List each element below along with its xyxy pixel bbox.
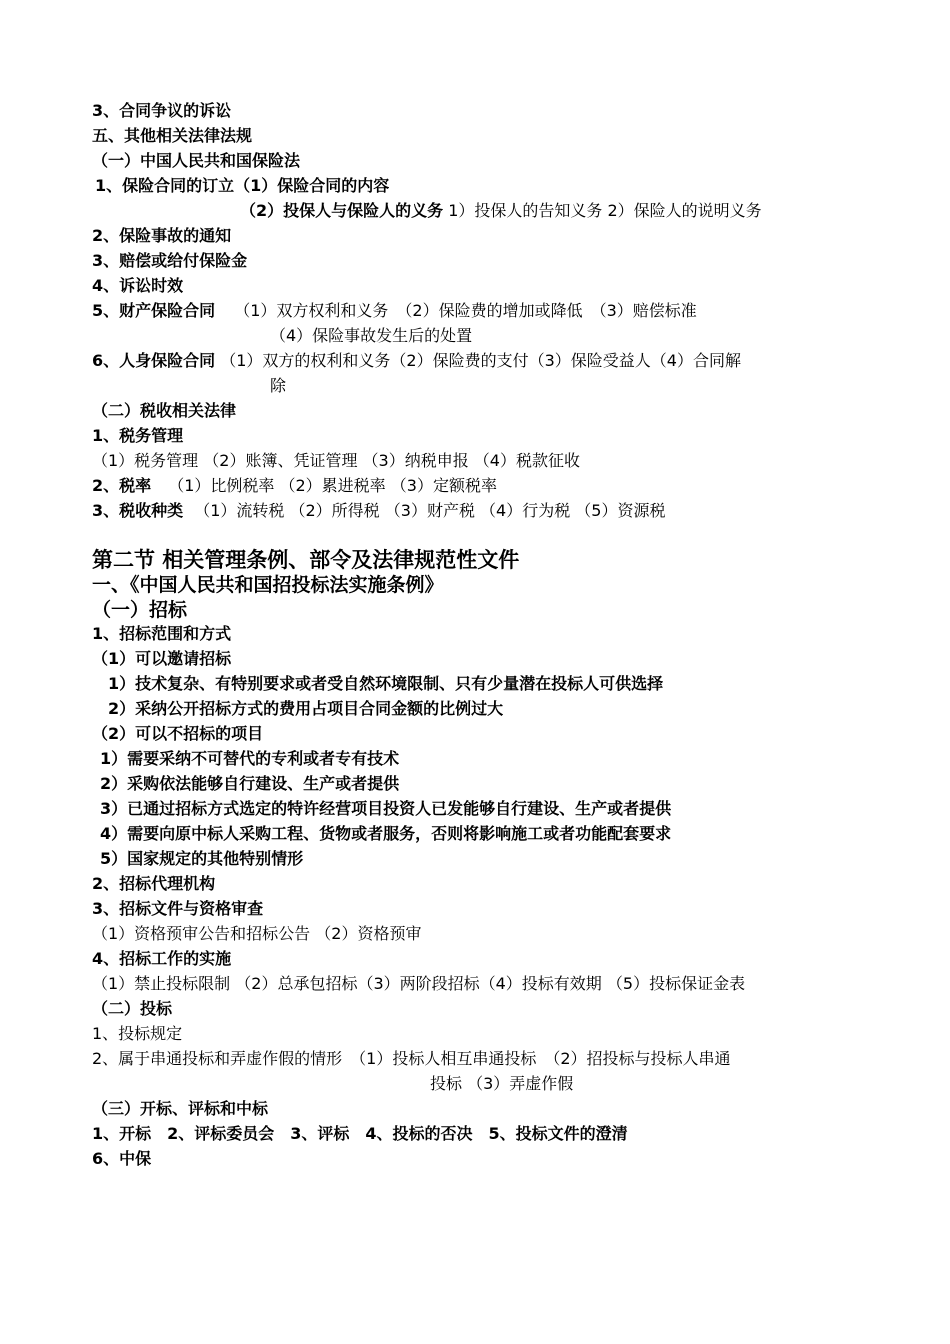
item-agency: 2、招标代理机构 — [92, 874, 216, 893]
heading-insurance-law: （一）中国人民共和国保险法 — [92, 151, 301, 170]
item-obligations-label: （2）投保人与保险人的义务 — [240, 201, 444, 220]
item-opening-list: 1、开标 2、评标委员会 3、评标 4、投标的否决 5、投标文件的澄清 — [92, 1124, 628, 1143]
item-invite-tender: （1）可以邀请招标 — [92, 649, 232, 668]
item-no-tender: （2）可以不招标的项目 — [92, 724, 264, 743]
item-no-tender-1: 1）需要采纳不可替代的专利或者专有技术 — [100, 749, 400, 768]
item-obligations-detail: 1）投保人的告知义务 2）保险人的说明义务 — [448, 201, 762, 220]
item-scope: 1、招标范围和方式 — [92, 624, 232, 643]
item-limitation: 4、诉讼时效 — [92, 276, 184, 295]
item-property-insurance-detail-2: （4）保险事故发生后的处置 — [270, 326, 473, 345]
item-tax-types-label: 3、税收种类 — [92, 501, 184, 520]
heading-tax-law: （二）税收相关法律 — [92, 401, 237, 420]
item-bid-rules: 1、投标规定 — [92, 1024, 183, 1043]
item-tax-types — [92, 500, 665, 522]
item-no-tender-4: 4）需要向原中标人采购工程、货物或者服务，否则将影响施工或者功能配套要求 — [100, 824, 672, 843]
item-insurance-contract: 1、保险合同的订立（1）保险合同的内容 — [95, 176, 390, 195]
item-no-tender-2: 2）采购依法能够自行建设、生产或者提供 — [100, 774, 400, 793]
item-qualification: 3、招标文件与资格审查 — [92, 899, 264, 918]
item-award: 6、中保 — [92, 1149, 152, 1168]
item-life-insurance — [92, 350, 741, 372]
item-life-insurance-detail-2: 除 — [270, 376, 287, 395]
item-tax-admin-detail: （1）税务管理 （2）账簿、凭证管理 （3）纳税申报 （4）税款征收 — [92, 451, 580, 470]
item-property-insurance — [92, 300, 697, 322]
item-collusion: 2、属于串通投标和弄虚作假的情形 （1）投标人相互串通投标 （2）招投标与投标人串通 — [92, 1049, 731, 1068]
item-tax-rate-label: 2、税率 — [92, 476, 152, 495]
item-life-insurance-detail: （1）双方的权利和义务（2）保险费的支付（3）保险受益人（4）合同解 — [220, 351, 741, 370]
item-property-insurance-detail: （1）双方权利和义务 （2）保险费的增加或降低 （3）赔偿标准 — [234, 301, 697, 320]
item-invite-reason-1: 1）技术复杂、有特别要求或者受自然环境限制、只有少量潜在投标人可供选择 — [108, 674, 664, 693]
item-accident-notice: 2、保险事故的通知 — [92, 226, 232, 245]
item-obligations — [240, 200, 762, 222]
item-no-tender-5: 5）国家规定的其他特别情形 — [100, 849, 304, 868]
item-tax-rate — [92, 475, 497, 497]
item-compensation: 3、赔偿或给付保险金 — [92, 251, 248, 270]
section-heading: 第二节 相关管理条例、部令及法律规范性文件 — [92, 548, 520, 572]
item-tax-rate-detail: （1）比例税率 （2）累进税率 （3）定额税率 — [168, 476, 497, 495]
heading-tendering: （一）招标 — [92, 599, 188, 621]
item-life-insurance-label: 6、人身保险合同 — [92, 351, 216, 370]
heading-contract-dispute: 3、合同争议的诉讼 — [92, 101, 232, 120]
item-implementation-detail: （1）禁止投标限制 （2）总承包招标（3）两阶段招标（4）投标有效期 （5）投标保证金表 — [92, 974, 746, 993]
item-collusion-2: 投标 （3）弄虚作假 — [430, 1074, 574, 1093]
item-property-insurance-label: 5、财产保险合同 — [92, 301, 216, 320]
item-no-tender-3: 3）已通过招标方式选定的特许经营项目投资人已发能够自行建设、生产或者提供 — [100, 799, 672, 818]
item-invite-reason-2: 2）采纳公开招标方式的费用占项目合同金额的比例过大 — [108, 699, 504, 718]
heading-bidding: （二）投标 — [92, 999, 173, 1018]
item-tax-admin: 1、税务管理 — [92, 426, 184, 445]
subsection-heading: 一、《中国人民共和国招投标法实施条例》 — [92, 574, 444, 596]
item-tax-types-detail: （1）流转税 （2）所得税 （3）财产税 （4）行为税 （5）资源税 — [194, 501, 666, 520]
item-implementation: 4、招标工作的实施 — [92, 949, 232, 968]
heading-other-laws: 五、其他相关法律法规 — [92, 126, 253, 145]
item-qualification-detail: （1）资格预审公告和招标公告 （2）资格预审 — [92, 924, 422, 943]
heading-opening: （三）开标、评标和中标 — [92, 1099, 269, 1118]
